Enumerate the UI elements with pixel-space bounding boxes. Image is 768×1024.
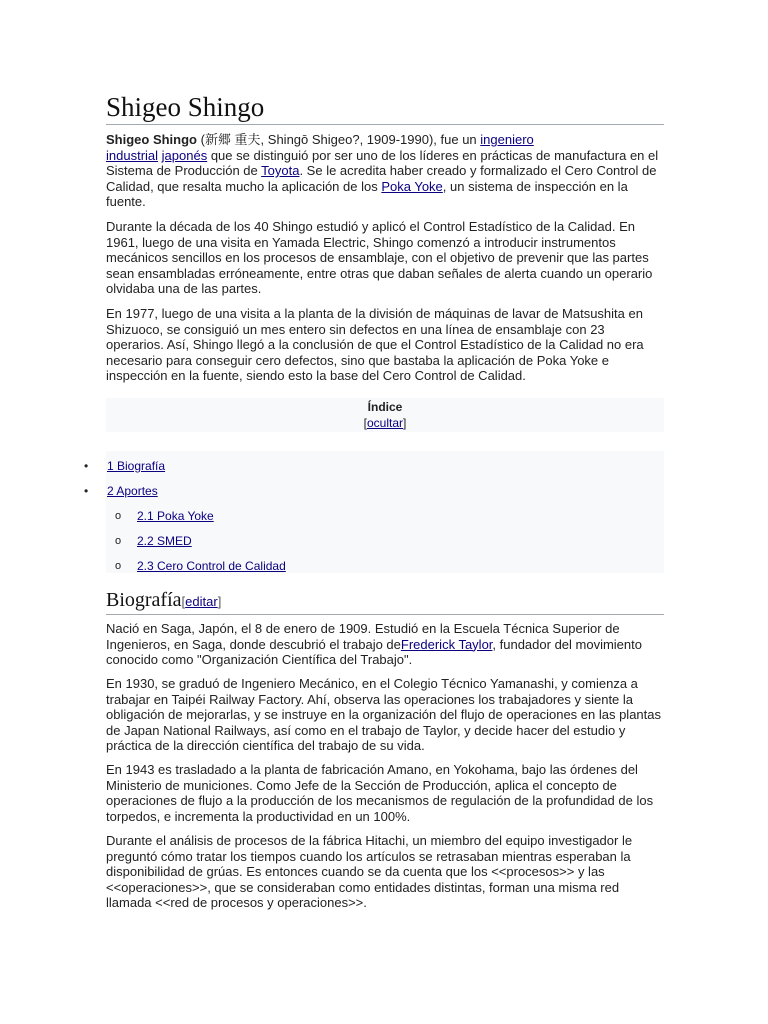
biografia-paragraph-3: En 1943 es trasladado a la planta de fabricación Amano, en Yokohama, bajo las órdenes del Ministerio de municiones. Como Jefe de la Sección de Producción, aplica el concepto de operaciones de flujo a la producción de los mecanismos de regulación de la profundidad de los torpedos, e incrementa la productividad en un 100%.	[106, 762, 654, 824]
link-japones[interactable]: japonés	[161, 147, 208, 163]
toc-toggle	[106, 415, 664, 431]
toc-bullet-1: •	[84, 459, 89, 473]
toc-item-smed[interactable]: 2.2 SMED	[137, 534, 192, 548]
toc-subbullet-2: o	[115, 535, 122, 547]
biografia-paragraph-4: Durante el análisis de procesos de la fábrica Hitachi, un miembro del equipo investigador le preguntó cómo tratar los tiempos cuando los artículos se retrasaban mientras esperaban la disponibilidad de grúas. Es entonces cuando se da cuenta que los <<procesos>> y las <<operaciones>>, que se consideraban como entidades distintas, forman una misma red llamada <<red de procesos y operaciones>>.	[106, 833, 633, 910]
biografia-paragraph-2: En 1930, se graduó de Ingeniero Mecánico, en el Colegio Técnico Yamanashi, y comienza a trabajar en Taipéi Railway Factory. Ahí, observa las operaciones los trabajadores y siente la obligación de mejorarlas, y se instruye en la organización del flujo de operaciones en las plantas de Japan National Railways, así como en el trabajo de Taylor, y decide hacer del estudio y práctica de la dirección científica del trabajo de su vida.	[106, 676, 662, 753]
intro-text-1: que se distinguió por ser uno de los líderes en prácticas de manufactura en el Sistema de Producción de	[106, 147, 659, 178]
bio-p1-text-after: , fundador del movimiento conocido como "Organización Científica del Trabajo".	[106, 636, 642, 667]
biografia-paragraph-1	[106, 621, 664, 668]
link-toyota[interactable]: Toyota	[261, 163, 300, 178]
toc-item-cero-control[interactable]: 2.3 Cero Control de Calidad	[137, 559, 286, 573]
toc-title: Índice	[367, 400, 403, 414]
paragraph-2: Durante la década de los 40 Shingo estudió y aplicó el Control Estadístico de la Calidad. En 1961, luego de una visita en Yamada Electric, Shingo comenzó a introducir instrumentos mecánicos sencillos en los procesos de ensamblaje, con el objetivo de prevenir que las partes sean ensambladas erróneamente, entre otras que daban señales de alerta cuando un operario olvidaba una de las partes.	[106, 219, 653, 296]
toc-subbullet-3: o	[115, 560, 122, 572]
toc-item-biografia[interactable]: 1 Biografía	[107, 459, 166, 473]
edit-section	[182, 594, 222, 609]
edit-open-bracket: [	[181, 594, 186, 609]
intro-paragraph	[106, 132, 664, 210]
intro-text-3: , un sistema de inspección en la fuente.	[106, 178, 628, 209]
toc-toggle-close-bracket: ]	[403, 416, 407, 430]
native-name-text: (新郷 重夫, Shingō Shigeo?, 1909-1990), fue un	[197, 132, 481, 147]
link-poka-yoke[interactable]: Poka Yoke	[381, 178, 443, 194]
bio-p1-text-before: Nació en Saga, Japón, el 8 de enero de 1909. Estudió en la Escuela Técnica Superior de Ingenieros, en Saga, donde descubrió el trabajo de	[106, 621, 620, 652]
section-heading-text: Biografía	[106, 589, 182, 611]
toc-item-poka-yoke[interactable]: 2.1 Poka Yoke	[137, 509, 214, 523]
toc-toggle-open-bracket: [	[363, 416, 367, 430]
toc-hide-link[interactable]: ocultar	[366, 416, 404, 430]
toc-subbullet-1: o	[115, 510, 122, 522]
paragraph-3: En 1977, luego de una visita a la planta de la división de máquinas de lavar de Matsushita en Shizuoco, se consiguió un mes entero sin defectos en una línea de ensamblaje con 23 operarios. Así, Shingo llegó a la conclusión de que el Control Estadístico de la Calidad no era necesario para conseguir cero defectos, sino que bastaba la aplicación de Poka Yoke e inspección en la fuente, siendo esto la base del Cero Control de Calidad.	[106, 306, 644, 383]
intro-text-2: . Se le acredita haber creado y formalizado el Cero Control de Calidad, que resalta mucho la aplicación de los	[106, 163, 657, 194]
toc-header	[106, 398, 664, 432]
toc-bullet-2: •	[84, 484, 89, 498]
section-heading-biografia	[106, 589, 664, 615]
edit-close-bracket: ]	[217, 594, 222, 609]
link-industrial[interactable]: industrial	[106, 147, 159, 163]
link-ingeniero[interactable]: ingeniero	[480, 132, 534, 147]
page-title: Shigeo Shingo	[106, 92, 664, 125]
link-frederick-taylor[interactable]: Frederick Taylor	[400, 636, 493, 652]
subject-name: Shigeo Shingo	[106, 132, 197, 147]
toc-item-aportes[interactable]: 2 Aportes	[107, 484, 158, 498]
edit-link[interactable]: editar	[185, 594, 218, 609]
